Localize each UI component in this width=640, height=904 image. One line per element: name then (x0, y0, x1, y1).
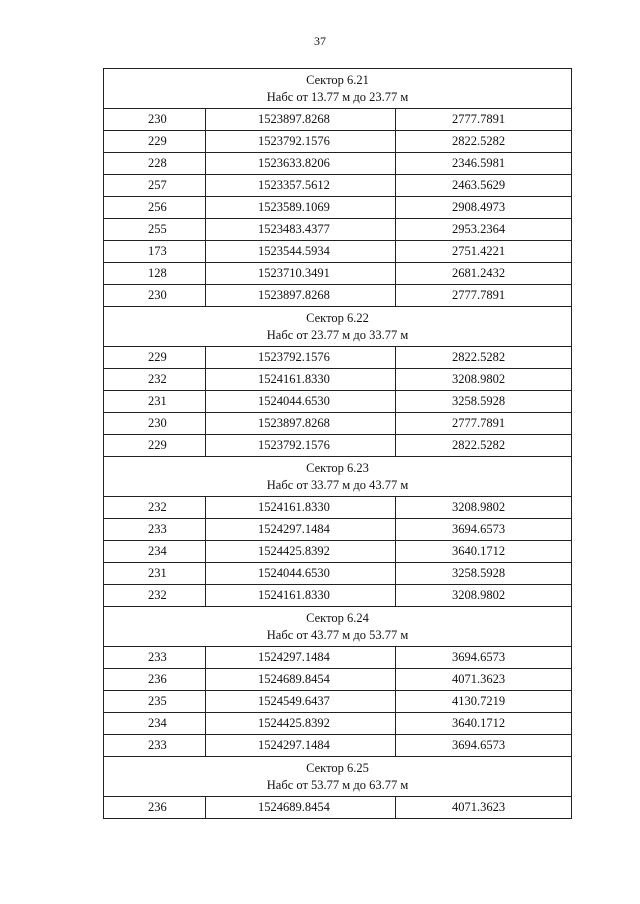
table-row (104, 197, 572, 219)
sector-title: Сектор 6.23 (306, 461, 369, 475)
x-coordinate-cell: 1524425.8392 (206, 713, 396, 735)
table-row (104, 391, 572, 413)
point-number-cell: 255 (104, 219, 206, 241)
y-coordinate-cell: 2751.4221 (396, 241, 572, 263)
table-row (104, 219, 572, 241)
x-coordinate-cell: 1523792.1576 (206, 347, 396, 369)
point-number-cell: 233 (104, 647, 206, 669)
x-coordinate-cell: 1524297.1484 (206, 647, 396, 669)
y-coordinate-cell: 2953.2364 (396, 219, 572, 241)
table-row (104, 797, 572, 819)
x-coordinate-cell: 1523483.4377 (206, 219, 396, 241)
table-row (104, 241, 572, 263)
table-row (104, 435, 572, 457)
table-row (104, 735, 572, 757)
y-coordinate-cell: 2777.7891 (396, 413, 572, 435)
sector-header (104, 69, 572, 109)
sector-header (104, 457, 572, 497)
y-coordinate-cell: 2777.7891 (396, 285, 572, 307)
point-number-cell: 231 (104, 391, 206, 413)
sector-header (104, 607, 572, 647)
table-row (104, 263, 572, 285)
sector-header (104, 757, 572, 797)
sector-height-range: Набс от 13.77 м до 23.77 м (266, 90, 409, 104)
x-coordinate-cell: 1524161.8330 (206, 369, 396, 391)
x-coordinate-cell: 1523357.5612 (206, 175, 396, 197)
table-row (104, 131, 572, 153)
y-coordinate-cell: 3694.6573 (396, 735, 572, 757)
x-coordinate-cell: 1523710.3491 (206, 263, 396, 285)
x-coordinate-cell: 1524161.8330 (206, 497, 396, 519)
y-coordinate-cell: 3694.6573 (396, 647, 572, 669)
sector-title: Сектор 6.21 (306, 73, 369, 87)
y-coordinate-cell: 2822.5282 (396, 347, 572, 369)
table-row (104, 413, 572, 435)
point-number-cell: 233 (104, 519, 206, 541)
x-coordinate-cell: 1524689.8454 (206, 669, 396, 691)
sector-header-row (104, 757, 572, 797)
point-number-cell: 234 (104, 541, 206, 563)
table-row (104, 497, 572, 519)
x-coordinate-cell: 1523792.1576 (206, 131, 396, 153)
point-number-cell: 230 (104, 109, 206, 131)
y-coordinate-cell: 4130.7219 (396, 691, 572, 713)
point-number-cell: 231 (104, 563, 206, 585)
table-row (104, 563, 572, 585)
y-coordinate-cell: 3258.5928 (396, 563, 572, 585)
y-coordinate-cell: 3208.9802 (396, 497, 572, 519)
x-coordinate-cell: 1524161.8330 (206, 585, 396, 607)
y-coordinate-cell: 3640.1712 (396, 541, 572, 563)
point-number-cell: 230 (104, 413, 206, 435)
table-row (104, 541, 572, 563)
table-row (104, 347, 572, 369)
x-coordinate-cell: 1523897.8268 (206, 285, 396, 307)
sector-height-range: Набс от 53.77 м до 63.77 м (266, 778, 409, 792)
table-row (104, 369, 572, 391)
x-coordinate-cell: 1523897.8268 (206, 109, 396, 131)
table-row (104, 519, 572, 541)
y-coordinate-cell: 4071.3623 (396, 669, 572, 691)
point-number-cell: 229 (104, 347, 206, 369)
table-row (104, 109, 572, 131)
sector-title: Сектор 6.24 (306, 611, 369, 625)
y-coordinate-cell: 3640.1712 (396, 713, 572, 735)
x-coordinate-cell: 1523792.1576 (206, 435, 396, 457)
sector-header-row (104, 307, 572, 347)
y-coordinate-cell: 3258.5928 (396, 391, 572, 413)
table-row (104, 669, 572, 691)
x-coordinate-cell: 1524044.6530 (206, 563, 396, 585)
y-coordinate-cell: 3694.6573 (396, 519, 572, 541)
sector-title: Сектор 6.25 (306, 761, 369, 775)
x-coordinate-cell: 1524044.6530 (206, 391, 396, 413)
x-coordinate-cell: 1523544.5934 (206, 241, 396, 263)
sector-title: Сектор 6.22 (306, 311, 369, 325)
point-number-cell: 232 (104, 497, 206, 519)
y-coordinate-cell: 2681.2432 (396, 263, 572, 285)
table-row (104, 175, 572, 197)
x-coordinate-cell: 1524689.8454 (206, 797, 396, 819)
table-row (104, 691, 572, 713)
table-row (104, 285, 572, 307)
sector-header-row (104, 457, 572, 497)
point-number-cell: 235 (104, 691, 206, 713)
y-coordinate-cell: 3208.9802 (396, 369, 572, 391)
point-number-cell: 228 (104, 153, 206, 175)
point-number-cell: 236 (104, 669, 206, 691)
point-number-cell: 128 (104, 263, 206, 285)
page-number: 37 (314, 34, 326, 48)
point-number-cell: 232 (104, 369, 206, 391)
y-coordinate-cell: 2346.5981 (396, 153, 572, 175)
x-coordinate-cell: 1524549.6437 (206, 691, 396, 713)
y-coordinate-cell: 3208.9802 (396, 585, 572, 607)
y-coordinate-cell: 2822.5282 (396, 131, 572, 153)
point-number-cell: 233 (104, 735, 206, 757)
x-coordinate-cell: 1523589.1069 (206, 197, 396, 219)
sector-height-range: Набс от 43.77 м до 53.77 м (266, 628, 409, 642)
x-coordinate-cell: 1524425.8392 (206, 541, 396, 563)
point-number-cell: 173 (104, 241, 206, 263)
y-coordinate-cell: 2822.5282 (396, 435, 572, 457)
point-number-cell: 229 (104, 435, 206, 457)
point-number-cell: 232 (104, 585, 206, 607)
sector-header (104, 307, 572, 347)
point-number-cell: 230 (104, 285, 206, 307)
x-coordinate-cell: 1523897.8268 (206, 413, 396, 435)
y-coordinate-cell: 2908.4973 (396, 197, 572, 219)
table-row (104, 713, 572, 735)
sector-header-row (104, 607, 572, 647)
y-coordinate-cell: 2777.7891 (396, 109, 572, 131)
point-number-cell: 256 (104, 197, 206, 219)
x-coordinate-cell: 1523633.8206 (206, 153, 396, 175)
point-number-cell: 234 (104, 713, 206, 735)
y-coordinate-cell: 4071.3623 (396, 797, 572, 819)
sector-height-range: Набс от 33.77 м до 43.77 м (266, 478, 409, 492)
point-number-cell: 236 (104, 797, 206, 819)
point-number-cell: 229 (104, 131, 206, 153)
point-number-cell: 257 (104, 175, 206, 197)
x-coordinate-cell: 1524297.1484 (206, 735, 396, 757)
table-row (104, 153, 572, 175)
sector-height-range: Набс от 23.77 м до 33.77 м (266, 328, 409, 342)
table-row (104, 585, 572, 607)
coordinates-table-body (104, 69, 572, 819)
sector-header-row (104, 69, 572, 109)
x-coordinate-cell: 1524297.1484 (206, 519, 396, 541)
table-row (104, 647, 572, 669)
coordinates-table (103, 68, 572, 819)
y-coordinate-cell: 2463.5629 (396, 175, 572, 197)
